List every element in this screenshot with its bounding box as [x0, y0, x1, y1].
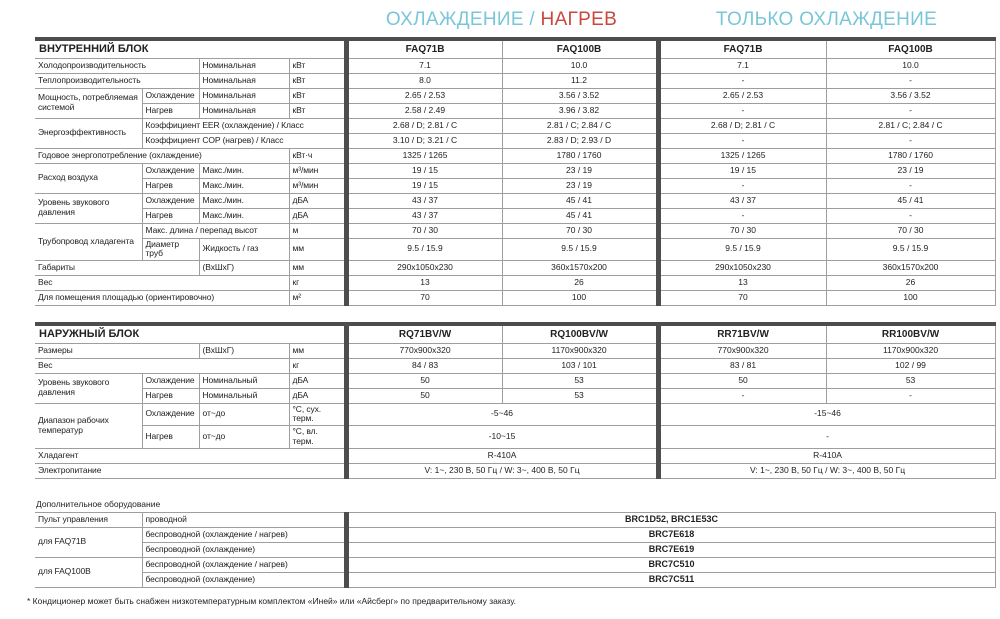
table-cell: Годовое энергопотребление (охлаждение)	[35, 148, 289, 163]
table-cell: Номинальный	[199, 388, 289, 403]
table-cell: 100	[826, 291, 995, 306]
table-cell: -	[826, 133, 995, 148]
table-cell: 3.56 / 3.52	[826, 88, 995, 103]
page-header	[0, 0, 1000, 37]
table-cell: 50	[346, 388, 502, 403]
table-cell: BRC7E619	[346, 542, 995, 557]
table-cell: -	[826, 208, 995, 223]
table-cell: 100	[502, 291, 658, 306]
table-cell: м²	[289, 291, 346, 306]
table-cell: 3.56 / 3.52	[502, 88, 658, 103]
table-cell: -	[826, 73, 995, 88]
table-cell: -	[658, 178, 826, 193]
model-column-header: FAQ100B	[502, 39, 658, 58]
table-cell: 11.2	[502, 73, 658, 88]
table-cell: Коэффициент EER (охлаждение) / Класс	[142, 118, 346, 133]
table-cell: для FAQ71B	[35, 527, 142, 557]
table-cell: 26	[502, 276, 658, 291]
table-cell: Охлаждение	[142, 163, 199, 178]
table-cell: -	[826, 388, 995, 403]
table-cell: 1170x900x320	[826, 343, 995, 358]
table-row	[35, 343, 995, 358]
table-cell: BRC7C511	[346, 572, 995, 587]
table-cell: Электропитание	[35, 463, 346, 478]
table-row	[35, 388, 995, 403]
table-cell: 2.81 / C; 2.84 / C	[502, 118, 658, 133]
table-cell: 13	[658, 276, 826, 291]
table-cell: м	[289, 223, 346, 238]
table-cell: 770x900x320	[346, 343, 502, 358]
table-cell: °С, вл. терм.	[289, 426, 346, 449]
table-cell: Номинальная	[199, 103, 289, 118]
table-cell: 7.1	[658, 58, 826, 73]
table-cell: 2.65 / 2.53	[658, 88, 826, 103]
table-cell: Жидкость / газ	[199, 238, 289, 261]
table-cell: 43 / 37	[346, 193, 502, 208]
table-cell: -	[826, 178, 995, 193]
table-cell: Нагрев	[142, 208, 199, 223]
table-cell: Охлаждение	[142, 373, 199, 388]
table-row	[35, 358, 995, 373]
table-cell: BRC1D52, BRC1E53C	[346, 512, 995, 527]
table-cell: 43 / 37	[658, 193, 826, 208]
table-row	[35, 103, 995, 118]
table-cell: -15~46	[658, 403, 995, 426]
table-cell: 43 / 37	[346, 208, 502, 223]
table-cell: 2.83 / D; 2.93 / D	[502, 133, 658, 148]
table-cell: (ВхШхГ)	[199, 261, 289, 276]
table-cell: 770x900x320	[658, 343, 826, 358]
table-cell: Вес	[35, 358, 289, 373]
table-cell: кВт	[289, 103, 346, 118]
table-cell: -	[658, 208, 826, 223]
table-cell: Уровень звукового давления	[35, 193, 142, 223]
model-column-header: RR100BV/W	[826, 324, 995, 343]
table-cell: 102 / 99	[826, 358, 995, 373]
table-cell: 360x1570x200	[502, 261, 658, 276]
table-cell: -	[658, 103, 826, 118]
table-row	[35, 148, 995, 163]
table-cell: 70 / 30	[346, 223, 502, 238]
table-cell: 2.68 / D; 2.81 / C	[658, 118, 826, 133]
table-cell: 70	[346, 291, 502, 306]
table-cell: беспроводной (охлаждение)	[142, 542, 346, 557]
table-row	[35, 178, 995, 193]
cooling-heating-heat-label: НАГРЕВ	[540, 9, 618, 30]
table-cell: Охлаждение	[142, 403, 199, 426]
table-row	[35, 373, 995, 388]
table-cell: 53	[502, 373, 658, 388]
table-cell: для FAQ100B	[35, 557, 142, 587]
table-cell: 45 / 41	[502, 208, 658, 223]
table-cell: 26	[826, 276, 995, 291]
table-cell: 2.58 / 2.49	[346, 103, 502, 118]
table-cell: мм	[289, 343, 346, 358]
table-row	[35, 133, 995, 148]
table-row	[35, 527, 995, 542]
table-cell: Вес	[35, 276, 289, 291]
table-cell: BRC7E618	[346, 527, 995, 542]
table-cell: 290x1050x230	[658, 261, 826, 276]
table-cell: м³/мин	[289, 178, 346, 193]
table-cell: -	[658, 73, 826, 88]
table-cell: 45 / 41	[826, 193, 995, 208]
table-cell: дБА	[289, 208, 346, 223]
table-cell: Макс. длина / перепад высот	[142, 223, 289, 238]
table-row	[35, 448, 995, 463]
table-cell: 10.0	[502, 58, 658, 73]
table-cell: м³/мин	[289, 163, 346, 178]
table-cell: -	[658, 133, 826, 148]
table-row	[35, 291, 995, 306]
table-cell: беспроводной (охлаждение / нагрев)	[142, 527, 346, 542]
table-cell: Номинальная	[199, 88, 289, 103]
outdoor-unit-table	[35, 322, 996, 479]
table-cell: 1325 / 1265	[658, 148, 826, 163]
table-cell: -5~46	[346, 403, 658, 426]
accessories-title: Дополнительное оборудование	[36, 498, 161, 509]
table-cell: Мощность, потребляемая системой	[35, 88, 142, 118]
table-cell: 3.10 / D; 3.21 / C	[346, 133, 502, 148]
table-cell: Расход воздуха	[35, 163, 142, 193]
table-cell: дБА	[289, 388, 346, 403]
table-cell: R-410A	[658, 448, 995, 463]
table-cell: Габариты	[35, 261, 199, 276]
table-row	[35, 238, 995, 261]
table-cell: 3.96 / 3.82	[502, 103, 658, 118]
model-column-header: FAQ71B	[658, 39, 826, 58]
table-cell: 360x1570x200	[826, 261, 995, 276]
table-cell: 83 / 81	[658, 358, 826, 373]
table-cell: Теплопроизводительность	[35, 73, 199, 88]
table-row	[35, 193, 995, 208]
table-cell: 23 / 19	[826, 163, 995, 178]
table-cell: кВт·ч	[289, 148, 346, 163]
table-cell: от~до	[199, 426, 289, 449]
table-cell: Номинальный	[199, 373, 289, 388]
table-cell: (ВхШхГ)	[199, 343, 289, 358]
table-cell: кВт	[289, 88, 346, 103]
table-cell: 50	[346, 373, 502, 388]
table-cell: 70 / 30	[826, 223, 995, 238]
table-cell: 53	[502, 388, 658, 403]
table-cell: Хладагент	[35, 448, 346, 463]
table-cell: беспроводной (охлаждение / нагрев)	[142, 557, 346, 572]
table-row	[35, 261, 995, 276]
table-cell: Коэффициент COP (нагрев) / Класс	[142, 133, 346, 148]
table-cell: дБА	[289, 373, 346, 388]
table-cell: Энергоэффективность	[35, 118, 142, 148]
table-row	[35, 276, 995, 291]
table-row	[35, 572, 995, 587]
table-cell: мм	[289, 238, 346, 261]
model-column-header: FAQ100B	[826, 39, 995, 58]
table-cell: 1325 / 1265	[346, 148, 502, 163]
table-cell: от~до	[199, 403, 289, 426]
table-cell: Макс./мин.	[199, 208, 289, 223]
table-cell: 70	[658, 291, 826, 306]
table-cell: Макс./мин.	[199, 193, 289, 208]
table-header-row	[35, 39, 995, 58]
table-cell: V: 1~, 230 В, 50 Гц / W: 3~, 400 В, 50 Гц	[658, 463, 995, 478]
table-cell: Макс./мин.	[199, 163, 289, 178]
table-cell: °С, сух. терм.	[289, 403, 346, 426]
table-cell: Номинальная	[199, 73, 289, 88]
table-cell: кг	[289, 358, 346, 373]
table-cell: Нагрев	[142, 426, 199, 449]
table-row	[35, 88, 995, 103]
table-cell: 9.5 / 15.9	[346, 238, 502, 261]
section-title-cell: ВНУТРЕННИЙ БЛОК	[35, 39, 346, 58]
table-cell: R-410A	[346, 448, 658, 463]
model-column-header: FAQ71B	[346, 39, 502, 58]
table-cell: Нагрев	[142, 103, 199, 118]
table-cell: 13	[346, 276, 502, 291]
table-cell: 2.81 / C; 2.84 / C	[826, 118, 995, 133]
table-cell: 23 / 19	[502, 178, 658, 193]
table-cell: 70 / 30	[658, 223, 826, 238]
table-cell: 9.5 / 15.9	[658, 238, 826, 261]
table-cell: 7.1	[346, 58, 502, 73]
section-title-cooling-only: ТОЛЬКО ОХЛАЖДЕНИЕ	[715, 9, 938, 30]
table-cell: 9.5 / 15.9	[826, 238, 995, 261]
table-cell: Уровень звукового давления	[35, 373, 142, 403]
table-cell: -	[826, 103, 995, 118]
table-cell: 103 / 101	[502, 358, 658, 373]
table-cell: Пульт управления	[35, 512, 142, 527]
table-row	[35, 223, 995, 238]
table-row	[35, 426, 995, 449]
table-cell: проводной	[142, 512, 346, 527]
table-cell: дБА	[289, 193, 346, 208]
accessories-table	[35, 512, 996, 588]
table-cell: 23 / 19	[502, 163, 658, 178]
table-cell: -	[658, 388, 826, 403]
table-cell: BRC7C510	[346, 557, 995, 572]
table-cell: Для помещения площадью (ориентировочно)	[35, 291, 289, 306]
section-title-cell: НАРУЖНЫЙ БЛОК	[35, 324, 346, 343]
table-cell: кВт	[289, 73, 346, 88]
table-cell: Трубопровод хладагента	[35, 223, 142, 261]
table-cell: Диаметр труб	[142, 238, 199, 261]
table-row	[35, 73, 995, 88]
model-column-header: RQ100BV/W	[502, 324, 658, 343]
table-cell: 10.0	[826, 58, 995, 73]
table-row	[35, 512, 995, 527]
table-cell: 19 / 15	[346, 178, 502, 193]
table-cell: Охлаждение	[142, 88, 199, 103]
table-cell: Диапазон рабочих температур	[35, 403, 142, 448]
table-cell: 19 / 15	[658, 163, 826, 178]
table-cell: 8.0	[346, 73, 502, 88]
table-row	[35, 118, 995, 133]
table-cell: 1780 / 1760	[502, 148, 658, 163]
table-cell: 84 / 83	[346, 358, 502, 373]
table-cell: 1170x900x320	[502, 343, 658, 358]
table-cell: Нагрев	[142, 388, 199, 403]
table-cell: 45 / 41	[502, 193, 658, 208]
model-column-header: RQ71BV/W	[346, 324, 502, 343]
table-cell: Номинальная	[199, 58, 289, 73]
table-cell: V: 1~, 230 В, 50 Гц / W: 3~, 400 В, 50 Гц	[346, 463, 658, 478]
table-cell: Холодопроизводительность	[35, 58, 199, 73]
table-cell: -	[658, 426, 995, 449]
table-cell: -10~15	[346, 426, 658, 449]
indoor-unit-table	[35, 37, 996, 306]
section-title-cooling-heating	[345, 9, 658, 31]
table-row	[35, 403, 995, 426]
table-cell: Охлаждение	[142, 193, 199, 208]
table-row	[35, 163, 995, 178]
table-cell: 19 / 15	[346, 163, 502, 178]
table-cell: Нагрев	[142, 178, 199, 193]
table-row	[35, 208, 995, 223]
table-row	[35, 542, 995, 557]
table-row	[35, 557, 995, 572]
table-cell: 290x1050x230	[346, 261, 502, 276]
table-cell: мм	[289, 261, 346, 276]
table-cell: 70 / 30	[502, 223, 658, 238]
table-cell: беспроводной (охлаждение)	[142, 572, 346, 587]
footnote: * Кондиционер может быть снабжен низкотемпературным комплектом «Иней» или «Айсберг» по предварительному заказу.	[27, 595, 516, 606]
table-cell: кВт	[289, 58, 346, 73]
table-cell: Размеры	[35, 343, 199, 358]
table-header-row	[35, 324, 995, 343]
table-row	[35, 463, 995, 478]
table-cell: 53	[826, 373, 995, 388]
model-column-header: RR71BV/W	[658, 324, 826, 343]
table-cell: 2.65 / 2.53	[346, 88, 502, 103]
table-cell: Макс./мин.	[199, 178, 289, 193]
table-cell: 50	[658, 373, 826, 388]
table-cell: 9.5 / 15.9	[502, 238, 658, 261]
table-cell: 2.68 / D; 2.81 / C	[346, 118, 502, 133]
table-cell: кг	[289, 276, 346, 291]
table-row	[35, 58, 995, 73]
table-cell: 1780 / 1760	[826, 148, 995, 163]
cooling-heating-cool-label: ОХЛАЖДЕНИЕ /	[385, 9, 541, 30]
